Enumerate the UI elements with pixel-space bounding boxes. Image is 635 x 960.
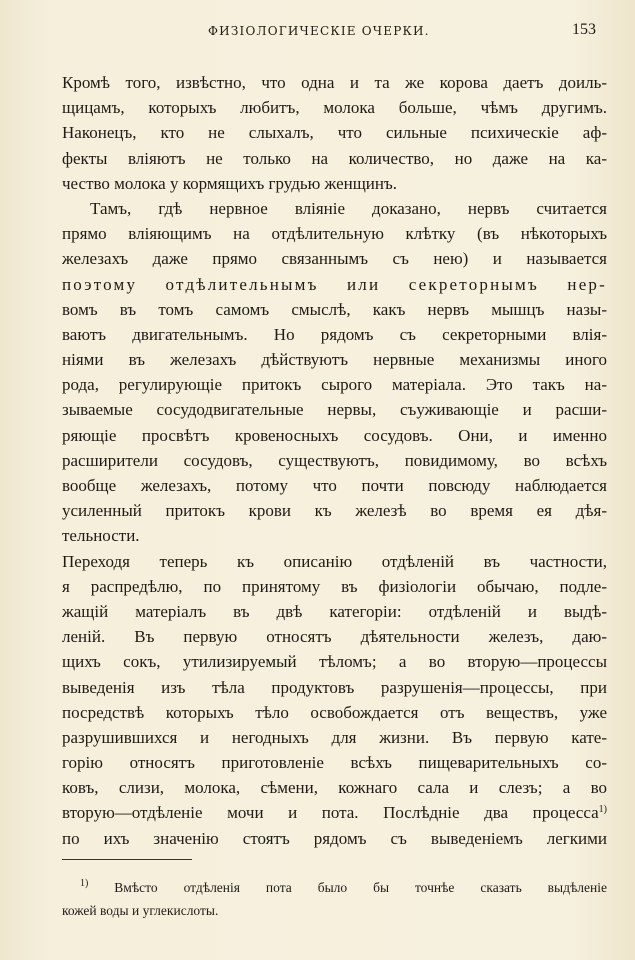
text-line: вообще железахъ, потому что почти повсюду наблюдается <box>62 476 607 495</box>
text-line: ніями въ железахъ дѣйствуютъ нервные механизмы иного <box>62 350 607 370</box>
text-line: поэтому отдѣлительнымъ или секреторнымъ нер- <box>62 274 607 294</box>
text-line: выведенія изъ тѣла продуктовъ разрушенія—процессы, при <box>62 677 607 697</box>
text-line: чество молока у кормящихъ грудью женщинъ. <box>62 173 398 193</box>
text-line: железахъ даже прямо связаннымъ съ нею) и называется <box>62 249 607 269</box>
footnotes <box>62 876 607 922</box>
text-line: щихъ сокъ, утилизируемый тѣломъ; а во вторую—процессы <box>62 652 607 672</box>
text-line: горію относятъ приготовленіе всѣхъ пищеварительныхъ со- <box>62 753 607 773</box>
footnote-line: кожей воды и углекислоты. <box>62 903 219 918</box>
page-number: 153 <box>572 21 596 38</box>
text-line: леній. Въ первую относятъ дѣятельности железъ, даю- <box>62 627 607 647</box>
footnote-marker: 1) <box>598 804 607 816</box>
text-line: рода, регулирующіе притокъ сырого матеріала. Это такъ на- <box>62 375 607 395</box>
footnote-divider <box>62 859 192 860</box>
text-line: вторую—отдѣленіе мочи и пота. Послѣдніе два процесса <box>62 803 599 823</box>
text-line: щицамъ, которыхъ любитъ, молока больше, чѣмъ другимъ. <box>62 98 607 118</box>
text-line: прямо вліяющимъ на отдѣлительную клѣтку (въ нѣкоторыхъ <box>62 224 607 244</box>
page-header <box>0 20 635 46</box>
text-line: ковъ, слизи, молока, сѣмени, кожнаго сала и слезъ; а во <box>62 778 607 798</box>
text-line: ваютъ двигательнымъ. Но рядомъ съ секреторными влія- <box>62 324 607 344</box>
text-line: Кромѣ того, извѣстно, что одна и та же корова даетъ доиль- <box>62 73 607 92</box>
text-line: Тамъ, гдѣ нервное вліяніе доказано, нервъ считается <box>90 198 607 218</box>
footnote-text: Вмѣсто отдѣленія пота было бы точнѣе сказать выдѣленіе <box>114 880 608 895</box>
text-line: разрушившихся и негодныхъ для жизни. Въ первую кате- <box>62 727 607 747</box>
text-line: расширители сосудовъ, существуютъ, повидимому, во всѣхъ <box>62 450 607 470</box>
text-line: ряющіе просвѣтъ кровеносныхъ сосудовъ. Они, и именно <box>62 425 607 445</box>
text-line: по ихъ значенію стоятъ рядомъ съ выведеніемъ легкими <box>62 828 607 848</box>
text-line: посредствѣ которыхъ тѣло освобождается отъ веществъ, уже <box>62 702 607 722</box>
running-title: ФИЗІОЛОГИЧЕСКІЕ ОЧЕРКИ. <box>208 24 430 38</box>
text-line: жащій матеріалъ въ двѣ категоріи: отдѣленій и выдѣ- <box>62 601 607 621</box>
text-line: Наконецъ, кто не слыхалъ, что сильные психическіе аф- <box>62 123 607 143</box>
text-line: тельности. <box>62 526 140 546</box>
text-line-with-footnote <box>62 800 607 825</box>
text-line: зываемые сосудодвигательные нервы, съуживающіе и расши- <box>62 400 607 420</box>
footnote-line <box>62 876 607 899</box>
text-line: вомъ въ томъ самомъ смыслѣ, какъ нервъ мышцъ назы- <box>62 299 607 319</box>
text-line: Переходя теперь къ описанію отдѣленій въ частности, <box>62 551 607 571</box>
text-line: усиленный притокъ крови къ железѣ во время ея дѣя- <box>62 501 607 521</box>
text-line: фекты вліяютъ не только на количество, но даже на ка- <box>62 148 607 168</box>
text-line: я распредѣлю, по принятому въ физіологіи обычаю, подле- <box>62 576 607 596</box>
body-text <box>62 70 607 851</box>
footnote-marker: 1) <box>80 878 89 889</box>
